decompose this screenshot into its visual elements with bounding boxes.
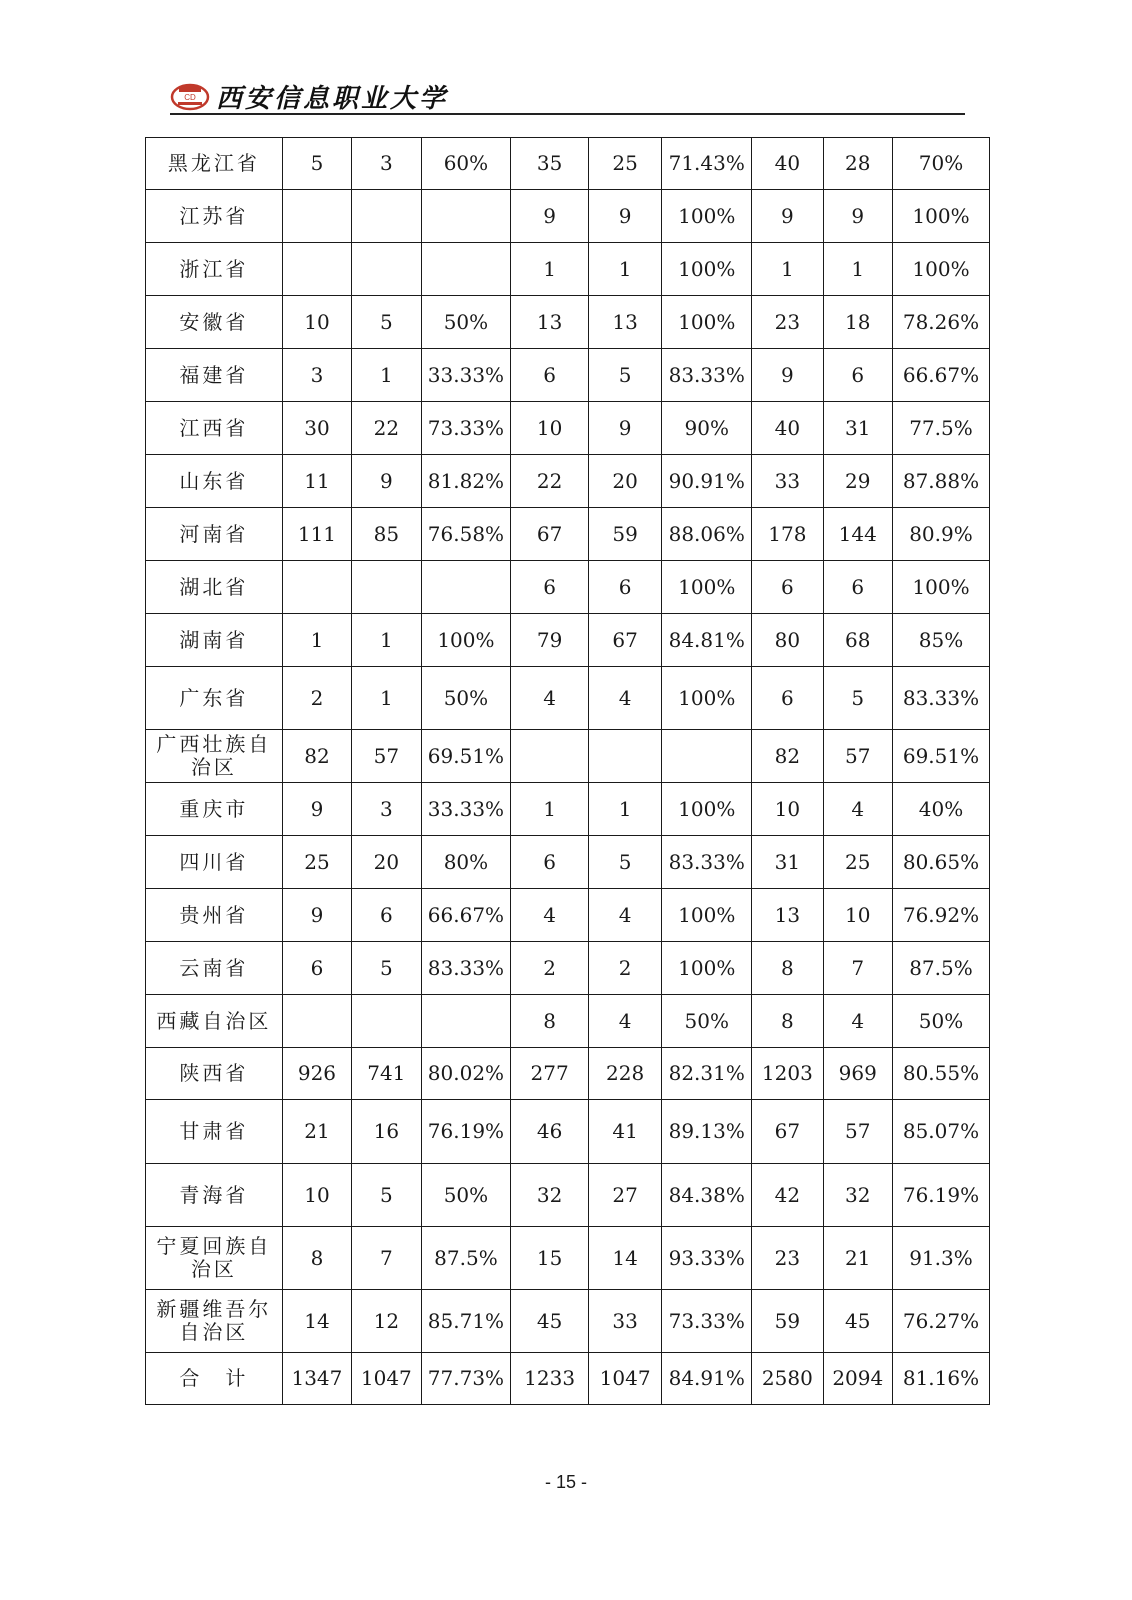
table-cell: 9: [752, 190, 823, 243]
table-cell: 9: [511, 190, 589, 243]
table-cell: 3: [352, 138, 421, 190]
table-cell: 9: [282, 783, 351, 836]
table-row: [146, 455, 990, 508]
table-cell: 29: [823, 455, 892, 508]
table-cell: 76.27%: [892, 1290, 989, 1353]
table-cell: 30: [282, 402, 351, 455]
province-cell: 甘肃省: [146, 1100, 283, 1164]
table-cell: 67: [511, 508, 589, 561]
table-cell: [421, 190, 511, 243]
table-cell: 42: [752, 1164, 823, 1227]
province-cell: 广东省: [146, 667, 283, 730]
table-cell: 10: [282, 1164, 351, 1227]
table-cell: 1: [588, 783, 661, 836]
table-cell: 741: [352, 1048, 421, 1100]
table-cell: 22: [511, 455, 589, 508]
table-cell: 9: [352, 455, 421, 508]
table-cell: 926: [282, 1048, 351, 1100]
table-cell: 1: [352, 667, 421, 730]
table-cell: 1203: [752, 1048, 823, 1100]
table-cell: 8: [752, 942, 823, 995]
province-cell: 重庆市: [146, 783, 283, 836]
table-cell: 100%: [662, 243, 752, 296]
table-cell: 15: [511, 1227, 589, 1290]
table-cell: 21: [823, 1227, 892, 1290]
table-cell: 6: [352, 889, 421, 942]
table-cell: 100%: [892, 190, 989, 243]
table-cell: 84.81%: [662, 614, 752, 667]
table-cell: 5: [588, 836, 661, 889]
table-cell: 2094: [823, 1353, 892, 1405]
table-cell: 84.91%: [662, 1353, 752, 1405]
table-cell: 76.19%: [421, 1100, 511, 1164]
table-cell: 68: [823, 614, 892, 667]
table-cell: 33.33%: [421, 349, 511, 402]
table-cell: 9: [282, 889, 351, 942]
table-cell: 82.31%: [662, 1048, 752, 1100]
table-cell: 6: [588, 561, 661, 614]
table-cell: 3: [352, 783, 421, 836]
table-cell: 87.88%: [892, 455, 989, 508]
table-cell: 4: [511, 889, 589, 942]
table-cell: 50%: [421, 1164, 511, 1227]
table-cell: 85.71%: [421, 1290, 511, 1353]
table-cell: 57: [823, 730, 892, 783]
table-cell: 1: [823, 243, 892, 296]
table-row: [146, 730, 990, 783]
table-cell: 100%: [662, 783, 752, 836]
table-cell: 6: [752, 667, 823, 730]
table-cell: 57: [352, 730, 421, 783]
table-cell: 69.51%: [892, 730, 989, 783]
province-cell: 青海省: [146, 1164, 283, 1227]
table-row: [146, 349, 990, 402]
province-cell: 福建省: [146, 349, 283, 402]
table-cell: 1: [511, 243, 589, 296]
table-row: [146, 138, 990, 190]
table-cell: 5: [352, 942, 421, 995]
table-cell: 31: [752, 836, 823, 889]
table-cell: [662, 730, 752, 783]
table-cell: 21: [282, 1100, 351, 1164]
header-divider: [170, 113, 965, 115]
table-cell: 4: [588, 995, 661, 1048]
province-cell: 黑龙江省: [146, 138, 283, 190]
table-cell: 100%: [892, 243, 989, 296]
table-cell: 90.91%: [662, 455, 752, 508]
table-cell: 1: [352, 349, 421, 402]
table-cell: 91.3%: [892, 1227, 989, 1290]
table-cell: 20: [352, 836, 421, 889]
table-body: [146, 138, 990, 1405]
table-cell: 13: [511, 296, 589, 349]
table-cell: 178: [752, 508, 823, 561]
table-cell: 25: [823, 836, 892, 889]
table-cell: 50%: [892, 995, 989, 1048]
table-cell: 25: [588, 138, 661, 190]
table-cell: 13: [588, 296, 661, 349]
table-row: [146, 942, 990, 995]
table-cell: [352, 561, 421, 614]
table-cell: 2: [282, 667, 351, 730]
table-cell: 32: [511, 1164, 589, 1227]
table-cell: 70%: [892, 138, 989, 190]
table-cell: 50%: [421, 667, 511, 730]
table-cell: 27: [588, 1164, 661, 1227]
table-cell: 76.19%: [892, 1164, 989, 1227]
table-cell: 228: [588, 1048, 661, 1100]
table-cell: 9: [588, 402, 661, 455]
table-row: [146, 1290, 990, 1353]
table-cell: 66.67%: [892, 349, 989, 402]
document-header: [170, 78, 448, 114]
table-cell: 59: [588, 508, 661, 561]
province-cell: 西藏自治区: [146, 995, 283, 1048]
table-cell: 8: [752, 995, 823, 1048]
table-cell: 80%: [421, 836, 511, 889]
table-row: [146, 561, 990, 614]
table-cell: 80.65%: [892, 836, 989, 889]
enrollment-table: [145, 137, 990, 1405]
table-cell: 7: [352, 1227, 421, 1290]
table-cell: 80.55%: [892, 1048, 989, 1100]
table-cell: 87.5%: [421, 1227, 511, 1290]
table-cell: [352, 995, 421, 1048]
table-cell: 85%: [892, 614, 989, 667]
table-cell: 67: [588, 614, 661, 667]
table-cell: [352, 243, 421, 296]
table-row: [146, 614, 990, 667]
table-cell: 33.33%: [421, 783, 511, 836]
table-cell: 35: [511, 138, 589, 190]
table-cell: 4: [588, 889, 661, 942]
table-cell: [282, 561, 351, 614]
table-cell: 1: [352, 614, 421, 667]
table-cell: 4: [823, 783, 892, 836]
table-cell: 79: [511, 614, 589, 667]
table-cell: 23: [752, 1227, 823, 1290]
table-cell: 4: [511, 667, 589, 730]
table-cell: 5: [588, 349, 661, 402]
table-cell: 16: [352, 1100, 421, 1164]
table-cell: 93.33%: [662, 1227, 752, 1290]
table-cell: 1: [511, 783, 589, 836]
table-cell: 46: [511, 1100, 589, 1164]
table-cell: 6: [282, 942, 351, 995]
table-cell: 31: [823, 402, 892, 455]
table-cell: 6: [823, 349, 892, 402]
table-cell: 33: [588, 1290, 661, 1353]
table-cell: [421, 243, 511, 296]
table-row: [146, 836, 990, 889]
table-cell: 8: [282, 1227, 351, 1290]
table-cell: [282, 995, 351, 1048]
table-cell: 85: [352, 508, 421, 561]
province-cell: 贵州省: [146, 889, 283, 942]
table-cell: [352, 190, 421, 243]
table-cell: 10: [752, 783, 823, 836]
table-cell: 2: [588, 942, 661, 995]
table-row: [146, 1353, 990, 1405]
table-cell: 40%: [892, 783, 989, 836]
table-row: [146, 190, 990, 243]
svg-text:CD: CD: [184, 93, 196, 102]
table-cell: 76.92%: [892, 889, 989, 942]
table-cell: 6: [511, 561, 589, 614]
table-cell: 100%: [662, 667, 752, 730]
table-cell: [588, 730, 661, 783]
table-cell: 45: [511, 1290, 589, 1353]
table-cell: 80: [752, 614, 823, 667]
province-cell: 宁夏回族自治区: [146, 1227, 283, 1290]
province-cell: 云南省: [146, 942, 283, 995]
province-cell: 山东省: [146, 455, 283, 508]
table-row: [146, 1227, 990, 1290]
table-cell: 81.82%: [421, 455, 511, 508]
table-row: [146, 783, 990, 836]
table-cell: 73.33%: [662, 1290, 752, 1353]
table-cell: 100%: [662, 561, 752, 614]
table-cell: [421, 995, 511, 1048]
table-cell: 277: [511, 1048, 589, 1100]
province-cell: 湖南省: [146, 614, 283, 667]
table-cell: 5: [282, 138, 351, 190]
university-logo-icon: [170, 80, 210, 112]
table-cell: 28: [823, 138, 892, 190]
table-cell: 67: [752, 1100, 823, 1164]
table-cell: 1047: [588, 1353, 661, 1405]
table-cell: 5: [823, 667, 892, 730]
table-cell: 45: [823, 1290, 892, 1353]
table-cell: 82: [282, 730, 351, 783]
table-cell: 69.51%: [421, 730, 511, 783]
table-cell: 100%: [662, 190, 752, 243]
table-cell: 83.33%: [662, 349, 752, 402]
table-cell: 6: [752, 561, 823, 614]
table-cell: 20: [588, 455, 661, 508]
province-cell: 江西省: [146, 402, 283, 455]
table-cell: 2: [511, 942, 589, 995]
table-cell: 4: [823, 995, 892, 1048]
table-cell: 9: [823, 190, 892, 243]
table-cell: 100%: [662, 296, 752, 349]
province-cell: 江苏省: [146, 190, 283, 243]
table-cell: 100%: [892, 561, 989, 614]
table-cell: 81.16%: [892, 1353, 989, 1405]
province-cell: 新疆维吾尔自治区: [146, 1290, 283, 1353]
table-cell: 3: [282, 349, 351, 402]
table-cell: [282, 243, 351, 296]
table-cell: 10: [282, 296, 351, 349]
table-cell: 14: [282, 1290, 351, 1353]
table-cell: 77.5%: [892, 402, 989, 455]
table-cell: 73.33%: [421, 402, 511, 455]
table-cell: 57: [823, 1100, 892, 1164]
table-cell: 144: [823, 508, 892, 561]
table-cell: 80.02%: [421, 1048, 511, 1100]
table-cell: 23: [752, 296, 823, 349]
table-cell: 2580: [752, 1353, 823, 1405]
table-cell: [282, 190, 351, 243]
table-cell: [421, 561, 511, 614]
page-number: - 15 -: [544, 1472, 587, 1492]
province-cell: 安徽省: [146, 296, 283, 349]
table-cell: 6: [823, 561, 892, 614]
table-cell: 76.58%: [421, 508, 511, 561]
province-cell: 陕西省: [146, 1048, 283, 1100]
table-cell: 32: [823, 1164, 892, 1227]
table-cell: 8: [511, 995, 589, 1048]
table-row: [146, 667, 990, 730]
table-cell: 83.33%: [892, 667, 989, 730]
table-cell: 50%: [421, 296, 511, 349]
table-cell: 5: [352, 296, 421, 349]
table-cell: 80.9%: [892, 508, 989, 561]
table-row: [146, 1100, 990, 1164]
table-cell: 6: [511, 836, 589, 889]
table-cell: 18: [823, 296, 892, 349]
table-row: [146, 995, 990, 1048]
table-cell: 969: [823, 1048, 892, 1100]
table-cell: 78.26%: [892, 296, 989, 349]
table-cell: 100%: [421, 614, 511, 667]
table-cell: 59: [752, 1290, 823, 1353]
province-cell: 四川省: [146, 836, 283, 889]
province-cell: 广西壮族自治区: [146, 730, 283, 783]
table-row: [146, 1164, 990, 1227]
table-cell: 50%: [662, 995, 752, 1048]
table-cell: 7: [823, 942, 892, 995]
table-row: [146, 1048, 990, 1100]
table-cell: 5: [352, 1164, 421, 1227]
table-cell: 1233: [511, 1353, 589, 1405]
table-cell: 1: [752, 243, 823, 296]
table-cell: 1: [588, 243, 661, 296]
table-cell: 100%: [662, 942, 752, 995]
province-cell: 浙江省: [146, 243, 283, 296]
province-cell: 河南省: [146, 508, 283, 561]
table-cell: 60%: [421, 138, 511, 190]
table-cell: 9: [588, 190, 661, 243]
table-cell: 89.13%: [662, 1100, 752, 1164]
school-name: 西安信息职业大学: [216, 83, 449, 114]
table-cell: 100%: [662, 889, 752, 942]
table-cell: 22: [352, 402, 421, 455]
table-cell: 71.43%: [662, 138, 752, 190]
table-cell: 111: [282, 508, 351, 561]
table-cell: 84.38%: [662, 1164, 752, 1227]
table-cell: 10: [823, 889, 892, 942]
table-cell: 41: [588, 1100, 661, 1164]
table-cell: 12: [352, 1290, 421, 1353]
table-cell: 66.67%: [421, 889, 511, 942]
table-cell: 25: [282, 836, 351, 889]
table-row: [146, 243, 990, 296]
table-cell: 88.06%: [662, 508, 752, 561]
table-cell: 40: [752, 138, 823, 190]
table-cell: [511, 730, 589, 783]
table-row: [146, 296, 990, 349]
table-row: [146, 402, 990, 455]
table-cell: 1347: [282, 1353, 351, 1405]
table-cell: 83.33%: [662, 836, 752, 889]
table-cell: 90%: [662, 402, 752, 455]
table-cell: 9: [752, 349, 823, 402]
table-cell: 83.33%: [421, 942, 511, 995]
table-cell: 6: [511, 349, 589, 402]
table-cell: 11: [282, 455, 351, 508]
table-cell: 85.07%: [892, 1100, 989, 1164]
table-cell: 77.73%: [421, 1353, 511, 1405]
table-cell: 4: [588, 667, 661, 730]
table-cell: 82: [752, 730, 823, 783]
province-cell: 湖北省: [146, 561, 283, 614]
table-row: [146, 508, 990, 561]
table-cell: 10: [511, 402, 589, 455]
table-cell: 13: [752, 889, 823, 942]
table-cell: 33: [752, 455, 823, 508]
table-cell: 14: [588, 1227, 661, 1290]
province-cell: 合 计: [146, 1353, 283, 1405]
table-cell: 1047: [352, 1353, 421, 1405]
table-row: [146, 889, 990, 942]
table-cell: 1: [282, 614, 351, 667]
table-cell: 87.5%: [892, 942, 989, 995]
table-cell: 40: [752, 402, 823, 455]
